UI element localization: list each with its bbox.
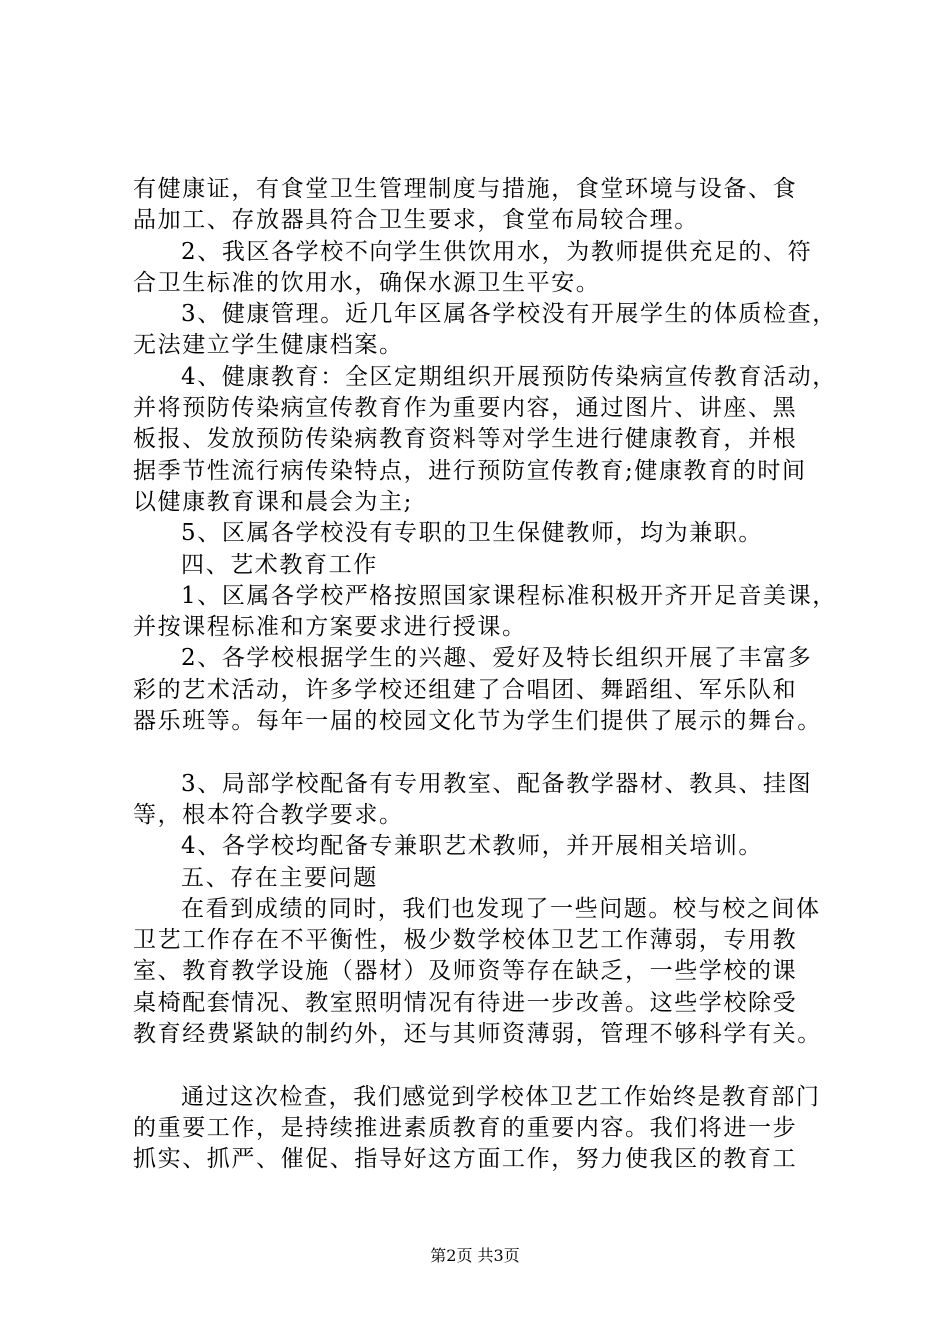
paragraph-start: 3、健康管理。近几年区属各学校没有开展学生的体质检查， <box>181 301 837 328</box>
paragraph-start: 5、区属各学校没有专职的卫生保健教师，均为兼职。 <box>181 520 764 547</box>
text-line: 彩的艺术活动，许多学校还组建了合唱团、舞蹈组、军乐队和 <box>133 676 798 703</box>
text-line: 并将预防传染病宣传教育作为重要内容，通过图片、讲座、黑 <box>133 395 798 422</box>
text-line: 据季节性流行病传染特点，进行预防宣传教育;健康教育的时间 <box>133 457 807 484</box>
text-line: 等，根本符合教学要求。 <box>133 801 404 828</box>
paragraph-start: 4、健康教育：全区定期组织开展预防传染病宣传教育活动， <box>181 363 837 390</box>
text-line: 无法建立学生健康档案。 <box>133 332 404 359</box>
paragraph-gap <box>133 737 853 768</box>
text-line: 合卫生标准的饮用水，确保水源卫生平安。 <box>133 269 601 296</box>
paragraph-start: 3、局部学校配备有专用教室、配备教学器材、教具、挂图 <box>181 770 813 797</box>
text-line: 品加工、存放器具符合卫生要求，食堂布局较合理。 <box>133 207 699 234</box>
text-line: 以健康教育课和晨会为主; <box>133 488 413 515</box>
paragraph-start: 1、区属各学校严格按照国家课程标准积极开齐开足音美课， <box>181 582 837 609</box>
text-line: 并按课程标准和方案要求进行授课。 <box>133 614 527 641</box>
paragraph-start: 2、我区各学校不向学生供饮用水，为教师提供充足的、符 <box>181 238 813 265</box>
paragraph-start: 4、各学校均配备专兼职艺术教师，并开展相关培训。 <box>181 833 764 860</box>
text-line: 板报、发放预防传染病教育资料等对学生进行健康教育，并根 <box>133 426 798 453</box>
text-line: 器乐班等。每年一届的校园文化节为学生们提供了展示的舞台。 <box>133 708 822 735</box>
text-line: 抓实、抓严、催促、指导好这方面工作，努力使我区的教育工 <box>133 1146 798 1173</box>
text-line: 的重要工作，是持续推进素质教育的重要内容。我们将进一步 <box>133 1114 798 1141</box>
text-line: 室、教育教学设施（器材）及师资等存在缺乏，一些学校的课 <box>133 958 798 985</box>
text-line: 教育经费紧缺的制约外，还与其师资薄弱，管理不够科学有关。 <box>133 1021 822 1048</box>
section-heading: 四、艺术教育工作 <box>181 551 378 578</box>
paragraph-start: 在看到成绩的同时，我们也发现了一些问题。校与校之间体 <box>181 895 821 922</box>
section-heading: 五、存在主要问题 <box>181 864 378 891</box>
paragraph-start: 2、各学校根据学生的兴趣、爱好及特长组织开展了丰富多 <box>181 645 813 672</box>
document-body <box>133 174 853 1176</box>
text-line: 有健康证，有食堂卫生管理制度与措施，食堂环境与设备、食 <box>133 176 798 202</box>
paragraph-gap <box>133 1050 853 1081</box>
text-line: 桌椅配套情况、教室照明情况有待进一步改善。这些学校除受 <box>133 989 798 1016</box>
paragraph-start: 通过这次检查，我们感觉到学校体卫艺工作始终是教育部门 <box>181 1083 821 1110</box>
text-line: 卫艺工作存在不平衡性，极少数学校体卫艺工作薄弱，专用教 <box>133 927 798 954</box>
page-number-footer: 第2页 共3页 <box>430 1246 520 1265</box>
